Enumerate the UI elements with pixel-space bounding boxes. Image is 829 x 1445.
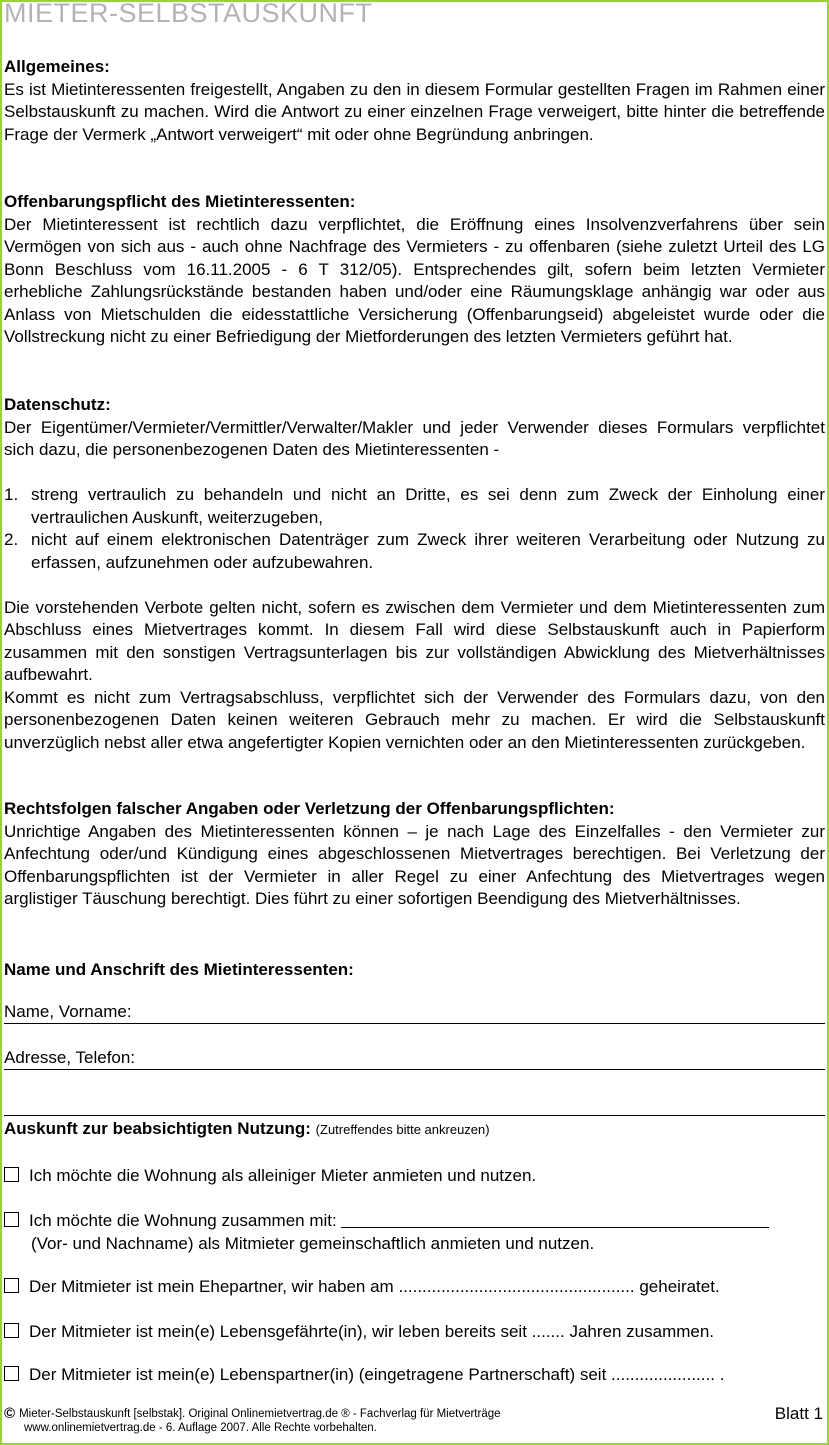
usage-heading	[4, 1118, 825, 1142]
section-general	[4, 56, 825, 146]
name-field[interactable]	[4, 1001, 825, 1024]
co-tenant-name-line[interactable]	[341, 1211, 769, 1228]
consequences-heading: Rechtsfolgen falscher Angaben oder Verletzung der Offenbarungspflichten:	[4, 799, 615, 818]
option-text: Der Mitmieter ist mein(e) Lebenspartner(in) (eingetragene Partnerschaft) seit	[29, 1365, 607, 1384]
option-text-line-2: (Vor- und Nachname) als Mitmieter gemeinschaftlich anmieten und nutzen.	[31, 1234, 595, 1253]
partnership-date-dots[interactable]: ......................	[611, 1365, 715, 1384]
list-text: streng vertraulich zu behandeln und nicht an Dritte, es sei denn zum Zweck der Einholung einer vertraulichen Auskunft, weiterzugeben,	[31, 485, 825, 527]
section-address	[4, 959, 825, 982]
checkbox[interactable]	[4, 1366, 19, 1381]
name-label: Name, Vorname:	[4, 1002, 132, 1021]
address-field-line-2[interactable]	[4, 1093, 825, 1116]
marriage-date-dots[interactable]: ..................................................	[398, 1277, 635, 1296]
disclosure-heading: Offenbarungspflicht des Mietinteressenten:	[4, 192, 356, 211]
document-title: MIETER-SELBSTAUSKUNFT	[4, 0, 373, 28]
list-text: nicht auf einem elektronischen Datenträger zum Zweck ihrer weiteren Verarbeitung oder Nutzung zu erfassen, aufzunehmen oder aufzubewahren.	[31, 530, 825, 572]
list-number: 1.	[4, 485, 19, 504]
footer-line-2: www.onlinemietvertrag.de - 6. Auflage 2007. Alle Rechte vorbehalten.	[24, 1422, 377, 1434]
privacy-paragraph-1: Die vorstehenden Verbote gelten nicht, sofern es zwischen dem Vermieter und dem Mietinteressenten zum Abschluss eines Mietvertrages kommt. In diesem Fall wird diese Selbstauskunft auch in Papierform zusammen mit den sonstigen Vertragsunterlagen bis zur vollständigen Abwicklung des Mietverhältnisses aufbewahrt.	[4, 597, 825, 684]
option-life-partner	[4, 1320, 825, 1343]
section-consequences	[4, 798, 825, 911]
checkbox[interactable]	[4, 1212, 19, 1227]
option-text: Der Mitmieter ist mein(e) Lebensgefährte(in), wir leben bereits seit	[29, 1322, 527, 1341]
years-dots[interactable]: .......	[531, 1322, 565, 1341]
option-text: Ich möchte die Wohnung zusammen mit:	[29, 1211, 337, 1230]
option-sole-tenant	[4, 1164, 825, 1187]
section-privacy	[4, 394, 825, 754]
general-text: Es ist Mietinteressenten freigestellt, Angaben zu den in diesem Formular gestellten Fragen im Rahmen einer Selbstauskunft zu machen. Wird die Antwort zu einer einzelnen Frage verweigert, bitte hinter die betreffende Frage der Vermerk „Antwort verweigert“ mit oder ohne Begründung anbringen.	[4, 79, 825, 144]
copyright-icon: ©	[4, 1405, 16, 1422]
footer-line-1	[4, 1404, 825, 1423]
general-heading: Allgemeines:	[4, 57, 110, 76]
checkbox[interactable]	[4, 1278, 19, 1293]
section-usage	[4, 1118, 825, 1142]
consequences-text: Unrichtige Angaben des Mietinteressenten können – je nach Lage des Einzelfalles - den Vermieter zur Anfechtung oder/und Kündigung eines abgeschlossenen Mietvertrages berechtigen. Bei Verletzung der Offenbarungspflichten ist der Vermieter in aller Regel zu einer Anfechtung des Mietvertrages wegen arglistiger Täuschung berechtigt. Dies führt zu einer sofortigen Beendigung des Mietverhältnisses.	[4, 821, 825, 908]
address-label: Adresse, Telefon:	[4, 1048, 136, 1067]
option-text: Der Mitmieter ist mein Ehepartner, wir haben am	[29, 1277, 394, 1296]
footer-text-1: Mieter-Selbstauskunft [selbstak]. Original Onlinemietvertrag.de ® - Fachverlag für Mietverträge	[19, 1408, 501, 1420]
address-field[interactable]	[4, 1047, 825, 1070]
privacy-list-item	[4, 484, 825, 529]
usage-note: (Zutreffendes bitte ankreuzen)	[315, 1122, 490, 1137]
privacy-paragraph-2: Kommt es nicht zum Vertragsabschluss, verpflichtet sich der Verwender des Formulars dazu, von den personenbezogenen Daten keinen weiteren Gebrauch mehr zu machen. Er wird die Selbstauskunft unverzüglich nebst aller etwa angefertigter Kopien vernichten oder an den Mietinteressenten zurückgeben.	[4, 687, 825, 752]
address-heading: Name und Anschrift des Mietinteressenten:	[4, 960, 354, 979]
usage-heading-text: Auskunft zur beabsichtigten Nutzung:	[4, 1119, 311, 1138]
option-text-end: Jahren zusammen.	[569, 1322, 715, 1341]
option-spouse	[4, 1275, 825, 1298]
list-number: 2.	[4, 530, 19, 549]
privacy-intro: Der Eigentümer/Vermieter/Vermittler/Verwalter/Makler und jeder Verwender dieses Formulars verpflichtet sich dazu, die personenbezogenen Daten des Mietinteressenten -	[4, 417, 825, 459]
option-registered-partner	[4, 1363, 825, 1386]
footer	[4, 1404, 825, 1435]
option-text: Ich möchte die Wohnung als alleiniger Mieter anmieten und nutzen.	[29, 1166, 537, 1185]
option-text-end: geheiratet.	[639, 1277, 720, 1296]
disclosure-text: Der Mietinteressent ist rechtlich dazu verpflichtet, die Eröffnung eines Insolvenzverfahrens über sein Vermögen von sich aus - auch ohne Nachfrage des Vermieters - zu offenbaren (siehe zuletzt Urteil des LG Bonn Beschluss vom 16.11.2005 - 6 T 312/05). Entsprechendes gilt, sofern beim letzten Vermieter erhebliche Zahlungsrückstände bestanden haben und/oder eine Räumungsklage anhängig war oder aus Anlass von Mietschulden die eidesstattliche Versicherung (Offenbarungseid) abgeleistet wurde oder die Vollstreckung nicht zu einer Befriedigung der Mietforderungen des letzten Vermieters geführt hat.	[4, 214, 825, 346]
checkbox[interactable]	[4, 1323, 19, 1338]
page-number: Blatt 1	[774, 1404, 823, 1423]
option-joint-tenant	[4, 1209, 825, 1255]
privacy-heading: Datenschutz:	[4, 395, 111, 414]
checkbox[interactable]	[4, 1167, 19, 1182]
section-disclosure	[4, 191, 825, 349]
option-text-end: .	[719, 1365, 725, 1384]
privacy-list-item	[4, 529, 825, 574]
